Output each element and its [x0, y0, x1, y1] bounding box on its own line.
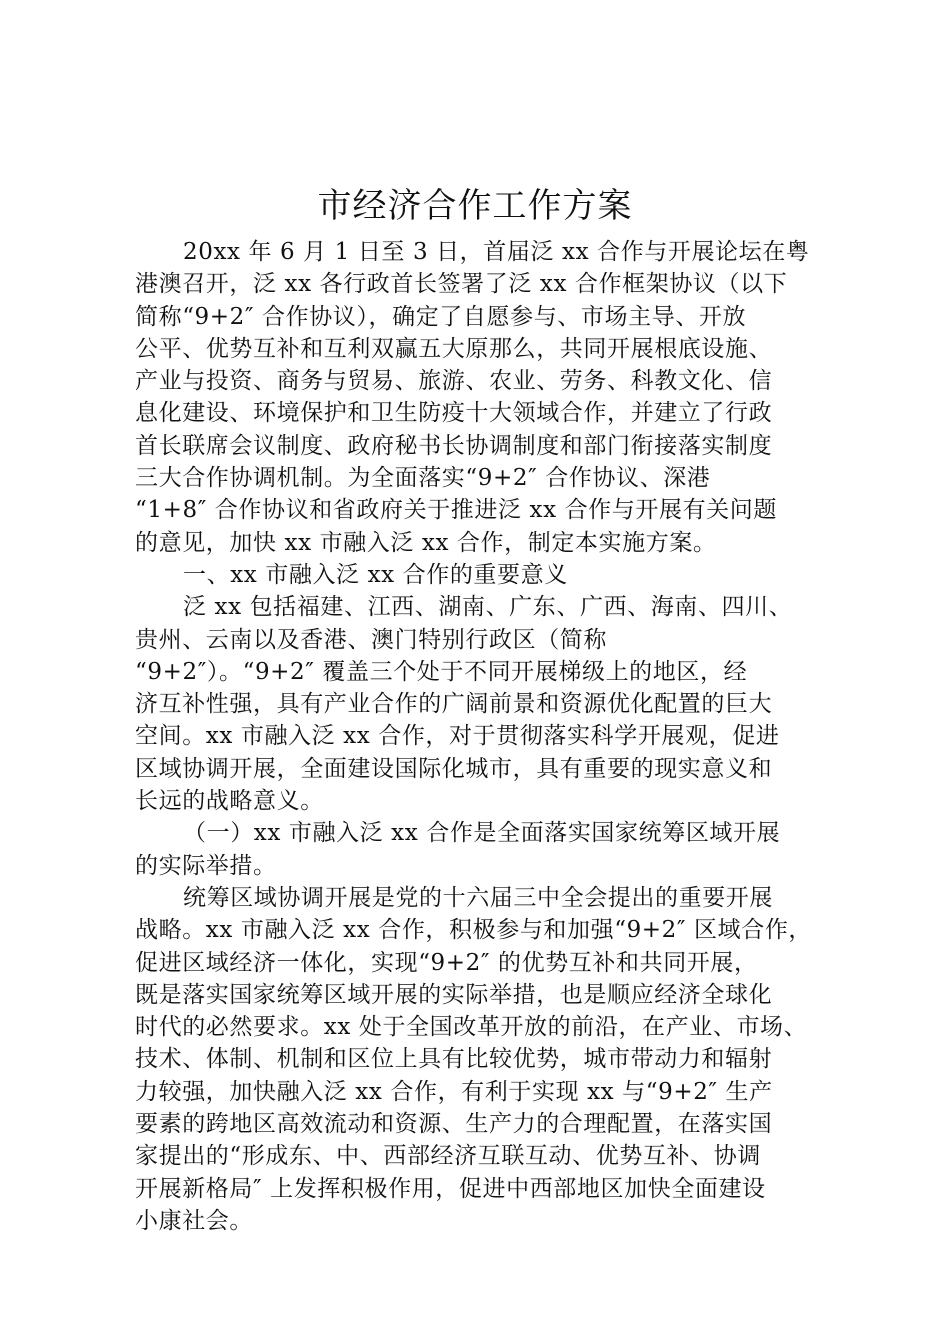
text-line: 区域协调开展，全面建设国际化城市，具有重要的现实意义和 [135, 755, 773, 782]
document-title: 市经济合作工作方案 [317, 186, 633, 226]
text-line: 首长联席会议制度、政府秘书长协调制度和部门衔接落实制度 [135, 432, 773, 459]
text-line: 港澳召开，泛 xx 各行政首长签署了泛 xx 合作框架协议（以下 [135, 271, 788, 298]
text-line: 产业与投资、商务与贸易、旅游、农业、劳务、科教文化、信 [135, 368, 773, 395]
text-line: 三大合作协调机制。为全面落实“9+2″ 合作协议、深港 [135, 465, 711, 492]
text-line: 战略。xx 市融入泛 xx 合作，积极参与和加强“9+2″ 区域合作， [135, 917, 813, 944]
text-line: 家提出的“形成东、中、西部经济互联互动、优势互补、协调 [135, 1143, 761, 1170]
section-heading: 一、xx 市融入泛 xx 合作的重要意义 [183, 561, 568, 588]
text-line: 开展新格局″ 上发挥积极作用，促进中西部地区加快全面建设 [135, 1175, 766, 1202]
text-line: 息化建设、环境保护和卫生防疫十大领域合作，并建立了行政 [135, 400, 773, 427]
text-line: 力较强，加快融入泛 xx 合作，有利于实现 xx 与“9+2″ 生产 [135, 1078, 773, 1105]
subsection-heading: （一）xx 市融入泛 xx 合作是全面落实国家统筹区域开展 [183, 820, 781, 847]
text-line: 小康社会。 [135, 1207, 253, 1234]
text-line: 公平、优势互补和互利双赢五大原那么，共同开展根底设施、 [135, 335, 773, 362]
text-line: 20xx 年 6 月 1 日至 3 日，首届泛 xx 合作与开展论坛在粤 [183, 239, 810, 265]
text-line: 贵州、云南以及香港、澳门特别行政区（简称 [135, 626, 607, 653]
text-line: 统筹区域协调开展是党的十六届三中全会提出的重要开展 [183, 884, 773, 911]
text-line: 促进区域经济一体化，实现“9+2″ 的优势互补和共同开展， [135, 949, 758, 976]
text-line: 要素的跨地区高效流动和资源、生产力的合理配置，在落实国 [135, 1111, 773, 1138]
text-line: 济互补性强，具有产业合作的广阔前景和资源优化配置的巨大 [135, 691, 773, 718]
text-line: 技术、体制、机制和区位上具有比较优势，城市带动力和辐射 [135, 1046, 773, 1073]
text-line: 泛 xx 包括福建、江西、湖南、广东、广西、海南、四川、 [183, 594, 793, 621]
text-line: 时代的必然要求。xx 处于全国改革开放的前沿，在产业、市场、 [135, 1014, 808, 1041]
text-line: 既是落实国家统筹区域开展的实际举措，也是顺应经济全球化 [135, 981, 773, 1008]
text-line: 简称“9+2″ 合作协议），确定了自愿参与、市场主导、开放 [135, 303, 747, 330]
text-line: “1+8″ 合作协议和省政府关于推进泛 xx 合作与开展有关问题 [135, 497, 777, 524]
text-line: “9+2″）。“9+2″ 覆盖三个处于不同开展梯级上的地区，经 [135, 658, 748, 685]
text-line: 的意见，加快 xx 市融入泛 xx 合作，制定本实施方案。 [135, 529, 717, 556]
document-body [135, 236, 835, 1237]
subsection-heading-cont: 的实际举措。 [135, 852, 277, 879]
text-line: 空间。xx 市融入泛 xx 合作，对于贯彻落实科学开展观，促进 [135, 723, 780, 750]
text-line: 长远的战略意义。 [135, 788, 324, 815]
